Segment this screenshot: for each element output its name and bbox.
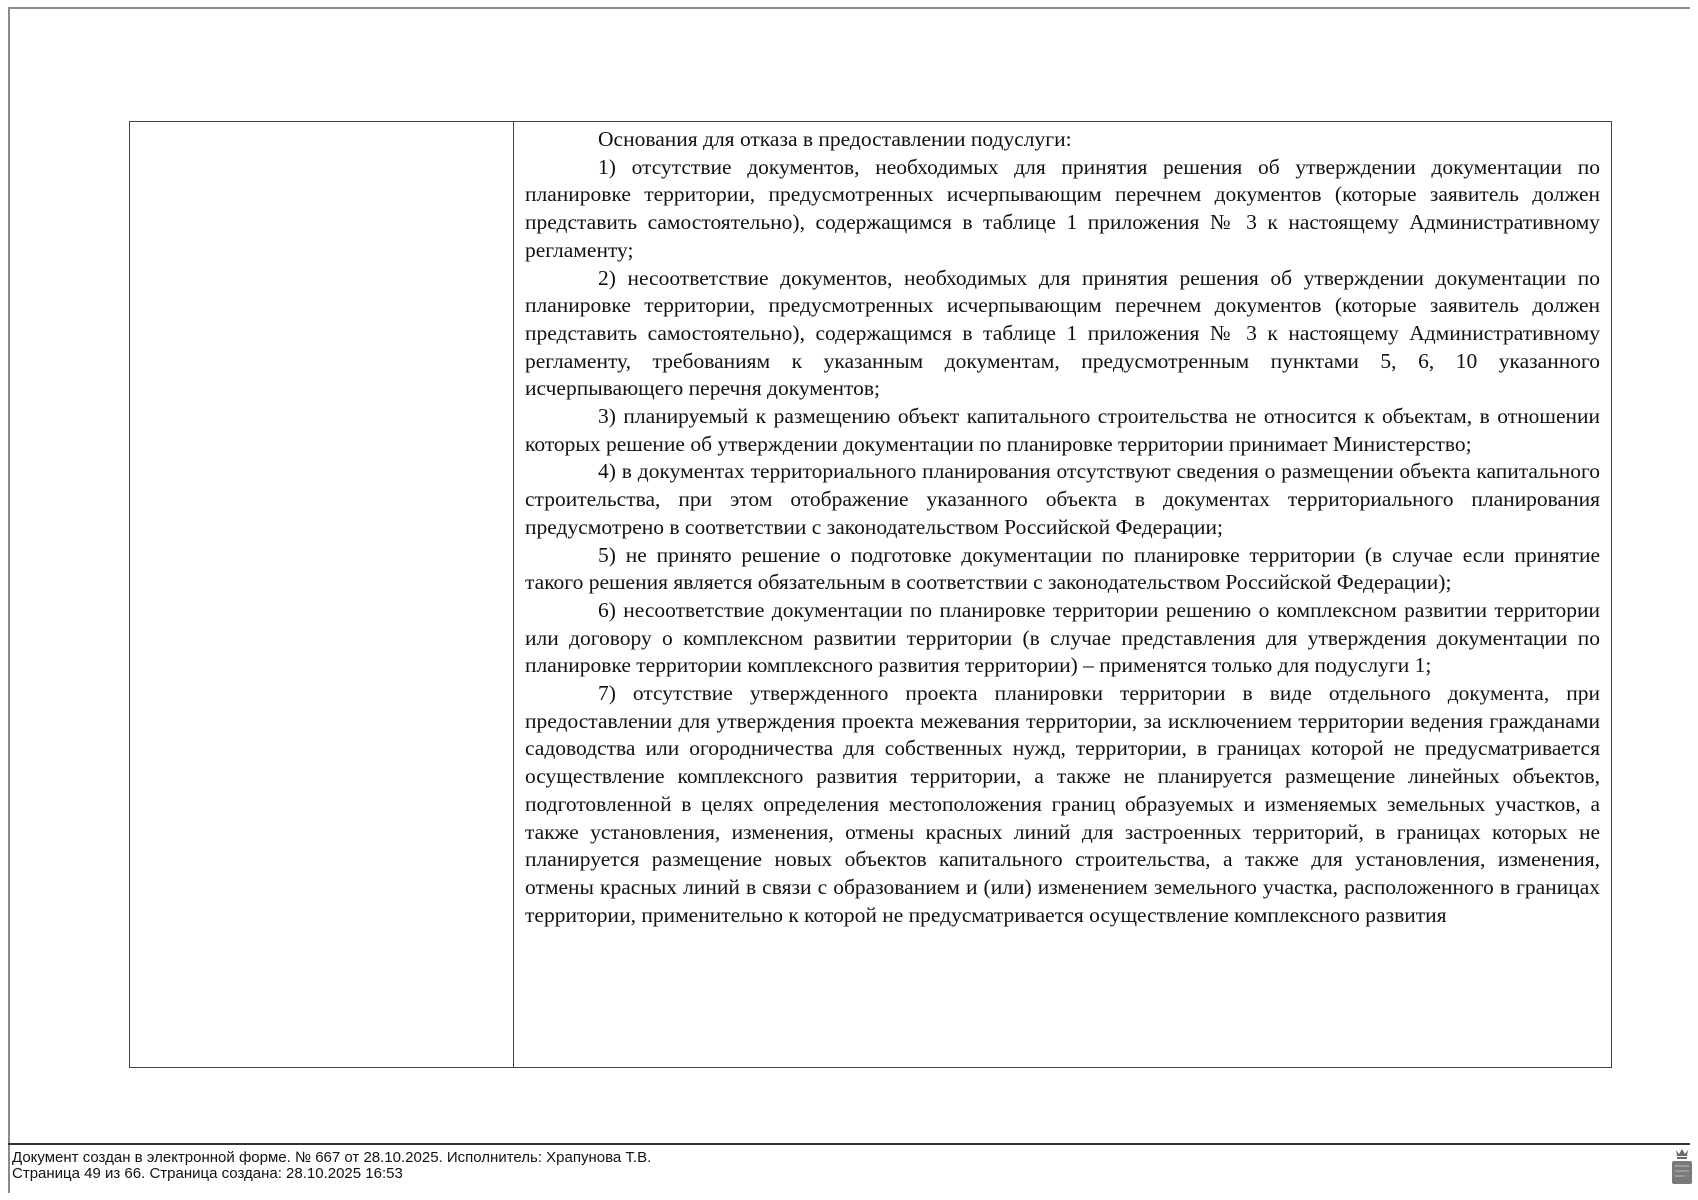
cell-text-container <box>525 126 1600 1067</box>
page-left-border <box>8 8 10 1193</box>
footer-page-info: Страница 49 из 66. Страница создана: 28.10.2025 16:53 <box>12 1165 403 1182</box>
document-table <box>129 121 1612 1068</box>
paragraph-item-1: 1) отсутствие документов, необходимых для принятия решения об утверждении документации по планировке территории, предусмотренных исчерпывающим перечнем документов (которые заявитель должен представить самостоятельно), содержащимся в таблице 1 приложения № 3 к настоящему Административному регламенту; <box>525 154 1600 262</box>
paragraph-item-6: 6) несоответствие документации по планировке территории решению о комплексном развитии территории или договору о комплексном развитии территории (в случае представления для утверждения документации по планировке территории комплексного развития территории) – применятся только для подуслуги 1; <box>525 597 1600 678</box>
paragraph-item-3: 3) планируемый к размещению объект капитального строительства не относится к объектам, в отношении которых решение об утверждении документации по планировке территории принимает Министерство; <box>525 404 1600 456</box>
paragraph-item-7: 7) отсутствие утвержденного проекта планировки территории в виде отдельного документа, при предоставлении для утверждения проекта межевания территории, за исключением территории ведения гражданами садоводства или огородничества для собственных нужд, территории, в границах которой не предусматривается осуществление комплексного развития территории, а также не планируется размещение линейных объектов, подготовленной в целях определения местоположения границ образуемых и изменяемых земельных участков, а также установления, изменения, отмены красных линий для застроенных территорий, в границах которых не планируется размещение новых объектов капитального строительства, а также для установления, изменения, отмены красных линий в связи с образованием и (или) изменением земельного участка, расположенного в границах территории, применительно к которой не предусматривается осуществление комплексного развития <box>525 681 1600 927</box>
paragraph-item-2: 2) несоответствие документов, необходимых для принятия решения об утверждении документации по планировке территории, предусмотренных исчерпывающим перечнем документов (которые заявитель должен представить самостоятельно), содержащимся в таблице 1 приложения № 3 к настоящему Административному регламенту, требованиям к указанным документам, предусмотренным пунктами 5, 6, 10 указанного исчерпывающего перечня документов; <box>525 265 1600 401</box>
paragraph-item-4: 4) в документах территориального планирования отсутствуют сведения о размещении объекта капитального строительства, при этом отображение указанного объекта в документах территориального планирования предусмотрено в соответствии с законодательством Российской Федерации; <box>525 459 1600 539</box>
footer <box>12 1150 651 1182</box>
footer-document-info: Документ создан в электронной форме. № 667 от 28.10.2025. Исполнитель: Храпунова Т.В. <box>12 1149 652 1166</box>
table-row <box>130 122 1612 1068</box>
document-stamp-icon <box>1671 1147 1693 1185</box>
table-cell-content <box>514 122 1612 1068</box>
footer-divider <box>8 1143 1690 1145</box>
table-cell-empty <box>130 122 514 1068</box>
paragraph-item-5: 5) не принято решение о подготовке документации по планировке территории (в случае если принятие такого решения является обязательным в соответствии с законодательством Российской Федерации); <box>525 542 1600 595</box>
section-heading: Основания для отказа в предоставлении подуслуги: <box>598 127 1072 151</box>
page-top-border <box>8 7 1690 9</box>
